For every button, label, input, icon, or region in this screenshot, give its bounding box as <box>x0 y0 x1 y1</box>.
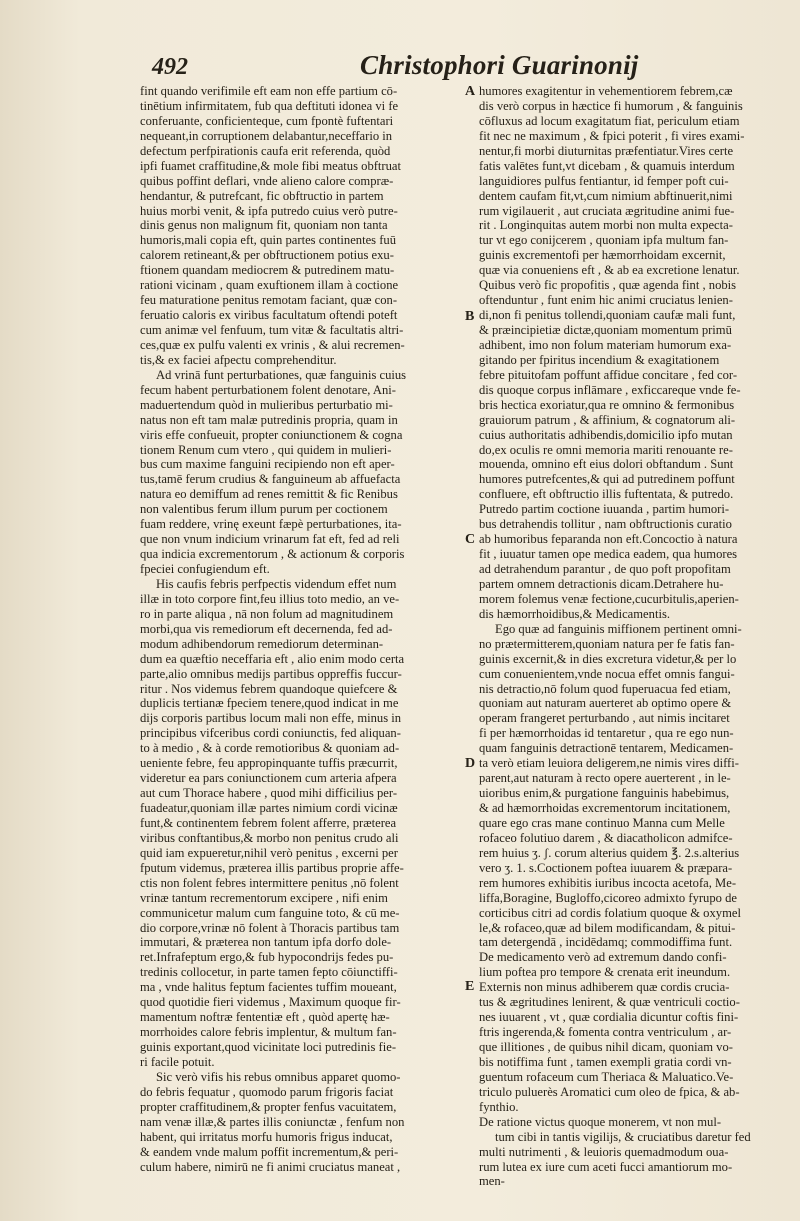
text-line: viris effe confueuit, propter coniunctionem & cogna <box>140 427 403 442</box>
text-line: parte,alio omnibus medijs partibus oppreffis fuccur- <box>140 666 402 681</box>
text-line: mouenda, omnino eft eius dolori obftandum . Sunt <box>479 457 734 472</box>
text-line: fpeciei confugiendum eft. <box>140 562 270 576</box>
text-line: tur vt ego conijcerem , quoniam ipfa multum fan- <box>479 233 729 248</box>
right-text-column <box>479 84 788 1189</box>
margin-letter: B <box>465 309 475 324</box>
text-line: dentem caufam fit,vt,cum nimium abftinuerit,nimi <box>479 188 733 203</box>
text-line: fuam reddere, vrinę exeunt fæpè perturbationes, ita- <box>140 517 402 532</box>
text-line: fuadeatur,quoniam illæ partes nimium cordi vicinæ <box>140 801 398 815</box>
text-line: dis quoque corpus inflāmare , exficcareque vnde fe- <box>479 382 741 397</box>
text-line: maduertendum quòd in mulieribus perturbatio mi- <box>140 397 393 412</box>
page-header <box>152 50 792 84</box>
text-line: to à medio , & à corde remotioribus & quoniam ad- <box>140 741 400 756</box>
text-line: De medicamento verò ad extremum dando confi- <box>479 950 727 965</box>
text-line: hendantur, & putrefcant, fic obftructio in partem <box>140 188 384 203</box>
text-line: rum lutea ex iure cum aceti fucci amantiorum mo- <box>479 1159 733 1174</box>
margin-letter: C <box>465 532 476 547</box>
text-line: fatis valētes funt,vt dicebam , & quamuis interdum <box>479 158 735 173</box>
text-line: & eandem vnde malum poffit incrementum,& peri- <box>140 1144 399 1159</box>
text-line: Sic verò vifis his rebus omnibus apparet quomo- <box>156 1069 401 1084</box>
text-line: rum vigilauerit , aut cruciata ægritudine animi fue- <box>479 203 735 218</box>
text-line: fynthio. <box>479 1099 519 1114</box>
text-line: liffa,Boragine, Bugloffo,cicoreo admixto fyrupo de <box>479 890 737 905</box>
text-line: natus non eft tam malæ putredinis propria, quam in <box>140 412 398 427</box>
text-line: rit . Longinquitas autem morbi non multa expecta- <box>479 218 733 233</box>
text-line: mamentum noftræ fententiæ eft , quòd apertę hæ- <box>140 1010 390 1025</box>
text-line: cum conuenientem,vnde nocua effet omnis fangui- <box>479 666 735 681</box>
text-line: conferuante, conficienteque, cum fpontè fuftentari <box>140 113 394 128</box>
text-line: tum cibi in tantis vigilijs, & cruciatibus daretur fed <box>495 1129 751 1144</box>
text-line: vero ʒ. 1. s.Coctionem poftea iuuarem & præpara- <box>479 860 733 875</box>
text-line: rationi vicinam , quam exuftionem illam à coctione <box>140 278 399 293</box>
text-line: feruatio caloris ex viribus facultatum oftendi poteft <box>140 308 398 323</box>
text-line: guinis excernit,& in dies excretura videtur,& per lo <box>479 651 737 666</box>
text-line: gitando per fpiritus incendium & exagitationem <box>479 352 720 367</box>
text-line: no prætermitterem,quoniam natura per fe fatis fan- <box>479 636 735 651</box>
text-line: Ego quæ ad fanguinis miffionem pertinent omni- <box>495 621 742 636</box>
text-line: tus & ægritudines lenirent, & quæ ventriculi coctio- <box>479 995 740 1010</box>
text-line: tis,& ex faciei afpectu comprehenditur. <box>140 352 337 367</box>
text-line: ri facile potuit. <box>140 1054 215 1069</box>
text-line: De ratione victus quoque monerem, vt non mul- <box>479 1114 722 1129</box>
text-line: culum habere, nimirū ne fi animi cruciatus maneat , <box>140 1159 401 1174</box>
text-line: ces,quæ ex pulfu valenti ex vrinis , & alui recremen- <box>140 337 405 352</box>
text-line: habent, qui irritatus morfu humoris frigus inducat, <box>140 1129 393 1144</box>
text-line: Externis non minus adhiberem quæ cordis crucia- <box>479 980 730 995</box>
text-line: cuius authoritatis adhibendis,domicilio ipfo mutan <box>479 427 733 442</box>
text-line: nis detractio,nō folum quod fuperuacua fed etiam, <box>479 681 731 696</box>
text-line: & præincipietiæ dictæ,quoniam momentum primū <box>479 323 732 337</box>
text-line: quoniam aut naturam auerteret ab optimo opere & <box>479 696 732 711</box>
text-line: ta verò etiam leuiora deligerem,ne nimis vires diffi- <box>479 756 739 771</box>
text-line: non valentibus ferum illum purum per coctionem <box>140 502 388 517</box>
text-line: quid iam expueretur,nihil verò penitus , excerni per <box>140 845 398 860</box>
text-line: dis hæmorrhoidibus,& Medicamentis. <box>479 606 670 621</box>
text-line: defectum perfpirationis caufa erit referenda, quòd <box>140 143 391 158</box>
text-line: videretur ea pars coniunctionem cum arteria afpera <box>140 771 397 786</box>
text-line: oftenduntur , funt enim hic animi cruciatus lenien- <box>479 293 733 308</box>
text-line: nes iuuarent , vt , quæ cordialia dicuntur coftis fini- <box>479 1010 739 1025</box>
text-line: do,ex oculis re omni memoria mariti renouante re- <box>479 442 733 457</box>
text-line: modum adhibendorum remediorum determinan- <box>140 636 384 651</box>
text-line: cum animæ vel fenfuum, tum vitæ & facultatis altri- <box>140 323 404 337</box>
margin-letter: E <box>465 979 475 994</box>
text-line: tinētium infirmitatem, fub qua deftituti idonea vi fe <box>140 98 399 113</box>
text-line: qua indicia excrementorum , & actionum & corporis <box>140 547 405 562</box>
text-line: que non vnum indicium vrinarum fat eft, fed ad reli <box>140 532 400 547</box>
text-line: quam fanguinis detractionē tentarem, Medicamen- <box>479 741 734 756</box>
text-line: uioribus enim,& purgatione fanguinis habebimus, <box>479 786 730 801</box>
text-line: quod quotidie fieri videmus , Maximum quoque fir- <box>140 995 401 1010</box>
text-line: fecum habent perturbationem folent denotare, Ani- <box>140 382 396 397</box>
text-line: ritur . Nos videmus febrem quandoque quiefcere & <box>140 681 398 696</box>
text-line: dijs corporis partibus locum mali non effe, minus in <box>140 711 402 726</box>
left-text-column <box>140 84 462 1174</box>
text-line: tam detergendā , incidēdamq; commodiffima funt. <box>479 935 733 950</box>
text-line: fit nec ne maximum , & fpici poterit , fi vires exami- <box>479 128 745 143</box>
text-line: ipfi fuamet craffitudine,& mole fibi meatus obftruat <box>140 158 402 173</box>
text-line: morrhoides calore febris implentur, & multum fan- <box>140 1025 397 1040</box>
text-line: feu maturatione penitus remotam faciant, quæ con- <box>140 293 398 308</box>
text-line: fit , iuuatur tamen ope medica eadem, qua humores <box>479 547 738 562</box>
text-line: rem huius ʒ. ʃ. corum alterius quidem ℥. 2.s.alterius <box>479 845 740 860</box>
text-line: tus,tamē ferum crudius & fanguineum ab affuefacta <box>140 472 401 487</box>
text-line: nam venæ illæ,& partes illis coniunctæ , fenfum non <box>140 1114 405 1129</box>
text-line: funt,& continentem febrem folent afferre, præterea <box>140 815 397 830</box>
text-line: men- <box>479 1174 505 1189</box>
text-line: fint quando verifimile eft eam non effe partium cō- <box>140 84 398 98</box>
text-line: humores exagitentur in vehementiorem febrem,cæ <box>479 84 733 98</box>
text-line: le,& rofaceo,quæ ad bilem modificandam, & pitui- <box>479 920 736 935</box>
text-line: vrinæ tantum recrementorum excipere , nifi enim <box>140 890 388 905</box>
margin-letter: D <box>465 756 476 771</box>
text-line: partem omnem detractionis dicam.Detrahere hu- <box>479 576 724 591</box>
text-line: ret.Infrafeptum ergo,& fub hypocondrijs fedes pu- <box>140 950 394 965</box>
text-line: corticibus citri ad cordis folatium quoque & oxymel <box>479 905 741 920</box>
text-line: bris hectica exoriatur,qua re omnino & fermonibus <box>479 397 735 412</box>
text-line: calorem retineant,& per obftructionem potius exu- <box>140 248 394 263</box>
text-line: humoris,mali copia eft, quin partes continentes fuū <box>140 233 397 248</box>
text-line: dinis genus non malignum fit, quoniam non tanta <box>140 218 388 233</box>
text-line: principibus vifceribus cordi coniunctis, fed aliquan- <box>140 726 401 741</box>
text-line: di,non fi penitus tollendi,quoniam caufæ mali funt, <box>479 308 736 323</box>
text-line: natura eo demiffum ad renes remittit & fic Renibus <box>140 487 398 502</box>
text-line: operam frangeret perturbando , aut nimis incitaret <box>479 711 730 726</box>
text-line: propter craffitudinem,& propter fenfus vacuitatem, <box>140 1099 397 1114</box>
text-line: illæ in toto corpore fint,feu illius toto medio, an ve- <box>140 591 400 606</box>
margin-letter: A <box>465 84 476 99</box>
text-line: quibus poffint deflari, vnde alieno calore compræ- <box>140 173 394 188</box>
text-line: tredinis collocetur, in parte tamen fepto cōiunctiffi- <box>140 965 398 980</box>
text-line: confluere, eft obftructio illis fuftentata, & putredo. <box>479 487 734 502</box>
text-line: multi nutrimenti , & leuioris quemadmodum oua- <box>479 1144 729 1159</box>
text-line: quæ via conueniens eft , & ab ea excretione lenatur. <box>479 263 740 278</box>
page-number: 492 <box>152 54 188 80</box>
text-line: ctis non folent febres intermittere penitus ,nō folent <box>140 875 399 890</box>
text-line: aut cum Thorace habere , quod mihi difficilius per- <box>140 786 398 801</box>
text-line: cōfluxus ad locum exagitatum fiat, periculum etiam <box>479 113 740 128</box>
text-line: morem folemus venæ fectione,cucurbitulis,aperien- <box>479 591 739 606</box>
text-line: nequeant,in corruptionem delabantur,neceffario in <box>140 128 393 143</box>
text-line: adhibent, imo non folum materiam humorum exa- <box>479 337 732 352</box>
text-line: febre pituitofam poffunt affidue concitare , fed cor- <box>479 367 738 382</box>
text-line: rem humores exhibitis iuribus incocta acetofa, Me- <box>479 875 737 890</box>
text-line: fi per hæmorrhoidas id tentaretur , qua re ego nun- <box>479 726 734 741</box>
text-line: communicetur malum cum fanguine toto, & cū me- <box>140 905 400 920</box>
text-line: tionem Renum cum vtero , qui quidem in mulieri- <box>140 442 392 457</box>
text-line: His caufis febris perfpectis videndum effet num <box>156 576 397 591</box>
text-line: do febris fequatur , quomodo parum frigoris faciat <box>140 1084 394 1099</box>
text-line: bis notiffima funt , tamen exempli gratia cordi vn- <box>479 1054 732 1069</box>
text-line: bus cum maxime fanguini recipiendo non eft aper- <box>140 457 395 472</box>
text-line: huius morbi venit, & ipfa putredo cuius verò putre- <box>140 203 398 218</box>
text-line: Quibus verò fic propofitis , quæ agenda fint , nobis <box>479 278 737 293</box>
text-line: lium poftea pro tempore & crenata erit ineundum. <box>479 965 731 980</box>
text-line: ad detrahendum parantur , de quo poft propofitam <box>479 562 731 576</box>
text-line: parent,aut naturam à recto opere auerterent , in le- <box>479 771 731 786</box>
text-line: nentur,fi morbi diuturnitas præfentiatur.Vires certe <box>479 143 734 158</box>
text-line: guinis excrementofi per hæmorrhoidam excernit, <box>479 248 726 263</box>
text-line: bus detrahendis tollitur , nam obftructionis curatio <box>479 517 732 532</box>
text-line: guentum rofaceum cum Theriaca & Maluatico.Ve- <box>479 1069 734 1084</box>
text-line: morbi,qua vis remediorum eft decernenda, fed ad- <box>140 621 393 636</box>
text-line: guinis exportant,quod vicinitate loci putredinis fie- <box>140 1040 397 1054</box>
text-line: fputum videmus, præterea illis partibus proprie affe- <box>140 860 404 875</box>
text-line: quare ego cras mane continuo Manna cum Melle <box>479 815 725 830</box>
text-line: humores putrefcentes,& qui ad putredinem poffunt <box>479 472 735 487</box>
text-line: languidiores pulfus fentiantur, id femper poft cui- <box>479 173 729 188</box>
text-line: ab humoribus feparanda non eft.Concoctio à natura <box>479 532 738 547</box>
text-line: que illitiones , de quibus nihil dicam, quoniam vo- <box>479 1040 733 1054</box>
running-title: Christophori Guarinonij <box>360 50 639 80</box>
text-line: ftionem quandam mediocrem & putredinem matu- <box>140 263 395 278</box>
text-line: Ad vrinā funt perturbationes, quæ fanguinis cuius <box>156 367 407 382</box>
text-line: grauiorum patrum , & affinium, & cognatorum ali- <box>479 412 736 427</box>
text-line: ma , vnde halitus feptum facientes tuffim moueant, <box>140 980 397 995</box>
text-line: rofaceo folutiuo darem , & diacatholicon admifce- <box>479 830 733 845</box>
text-line: duplicis tertianæ fpeciem tenere,quod indicat in me <box>140 696 399 711</box>
text-line: dis verò corpus in hæctice fi humorum , & fanguinis <box>479 98 743 113</box>
text-line: viribus conftantibus,& morbo non penitus crudo ali <box>140 830 399 845</box>
text-line: ftris ingerenda,& fomenta contra ventriculum , ar- <box>479 1025 732 1040</box>
text-line: ueniente febre, feu appropinquante tuffis præcurrit, <box>140 756 398 771</box>
text-line: dum ea quæftio neceffaria eft , alio enim modo certa <box>140 651 405 666</box>
text-line: triculo puluerès Aromatici cum oleo de fpica, & ab- <box>479 1084 740 1099</box>
text-line: ro in parte aliqua , nā non folum ad magnitudinem <box>140 606 394 621</box>
text-line: dio corpore,vrinæ nō folent à Thoracis partibus tam <box>140 920 400 935</box>
text-line: & ad hæmorrhoidas excrementorum incitationem, <box>479 801 731 815</box>
text-line: immutari, & præterea non tantum ipfa dorfo dole- <box>140 935 392 950</box>
text-line: Putredo partim coctione iuuanda , partim humori- <box>479 502 730 517</box>
